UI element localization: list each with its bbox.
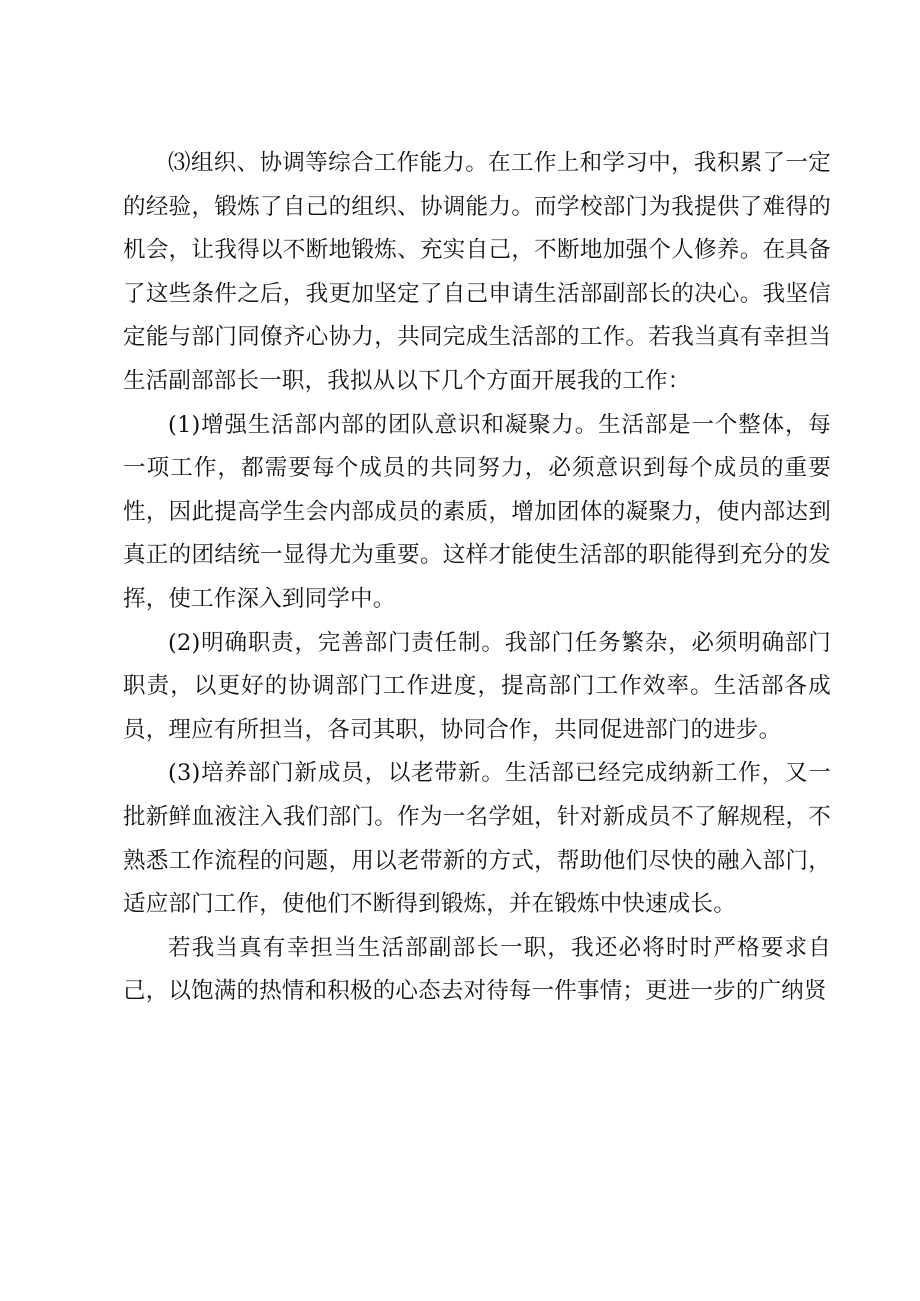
paragraph-plan-2: (2)明确职责，完善部门责任制。我部门任务繁杂，必须明确部门职责，以更好的协调部门工作进度，提高部门工作效率。生活部各成员，理应有所担当，各司其职，协同合作，共同促进部门的进步。 bbox=[123, 629, 831, 743]
paragraph-plan-3: (3)培养部门新成员，以老带新。生活部已经完成纳新工作，又一批新鲜血液注入我们部门。作为一名学姐，针对新成员不了解规程，不熟悉工作流程的问题，用以老带新的方式，帮助他们尽快的融入部门，适应部门工作，使他们不断得到锻炼，并在锻炼中快速成长。 bbox=[123, 760, 831, 918]
paragraph-plan-1: (1)增强生活部内部的团队意识和凝聚力。生活部是一个整体，每一项工作，都需要每个成员的共同努力，必须意识到每个成员的重要性，因此提高学生会内部成员的素质，增加团体的凝聚力，使内部达到真正的团结统一显得尤为重要。这样才能使生活部的职能得到充分的发挥，使工作深入到同学中。 bbox=[123, 411, 831, 612]
document-body bbox=[123, 142, 831, 1014]
paragraph-commitment: 若我当真有幸担当生活部副部长一职，我还必将时时严格要求自己，以饱满的热情和积极的心态去对待每一件事情；更进一步的广纳贤 bbox=[123, 934, 831, 1005]
paragraph-ability: ⑶组织、协调等综合工作能力。在工作上和学习中，我积累了一定的经验，锻炼了自己的组织、协调能力。而学校部门为我提供了难得的机会，让我得以不断地锻炼、充实自己，不断地加强个人修养。在具备了这些条件之后，我更加坚定了自己申请生活部副部长的决心。我坚信定能与部门同僚齐心协力，共同完成生活部的工作。若我当真有幸担当生活副部部长一职，我拟从以下几个方面开展我的工作： bbox=[123, 150, 831, 394]
